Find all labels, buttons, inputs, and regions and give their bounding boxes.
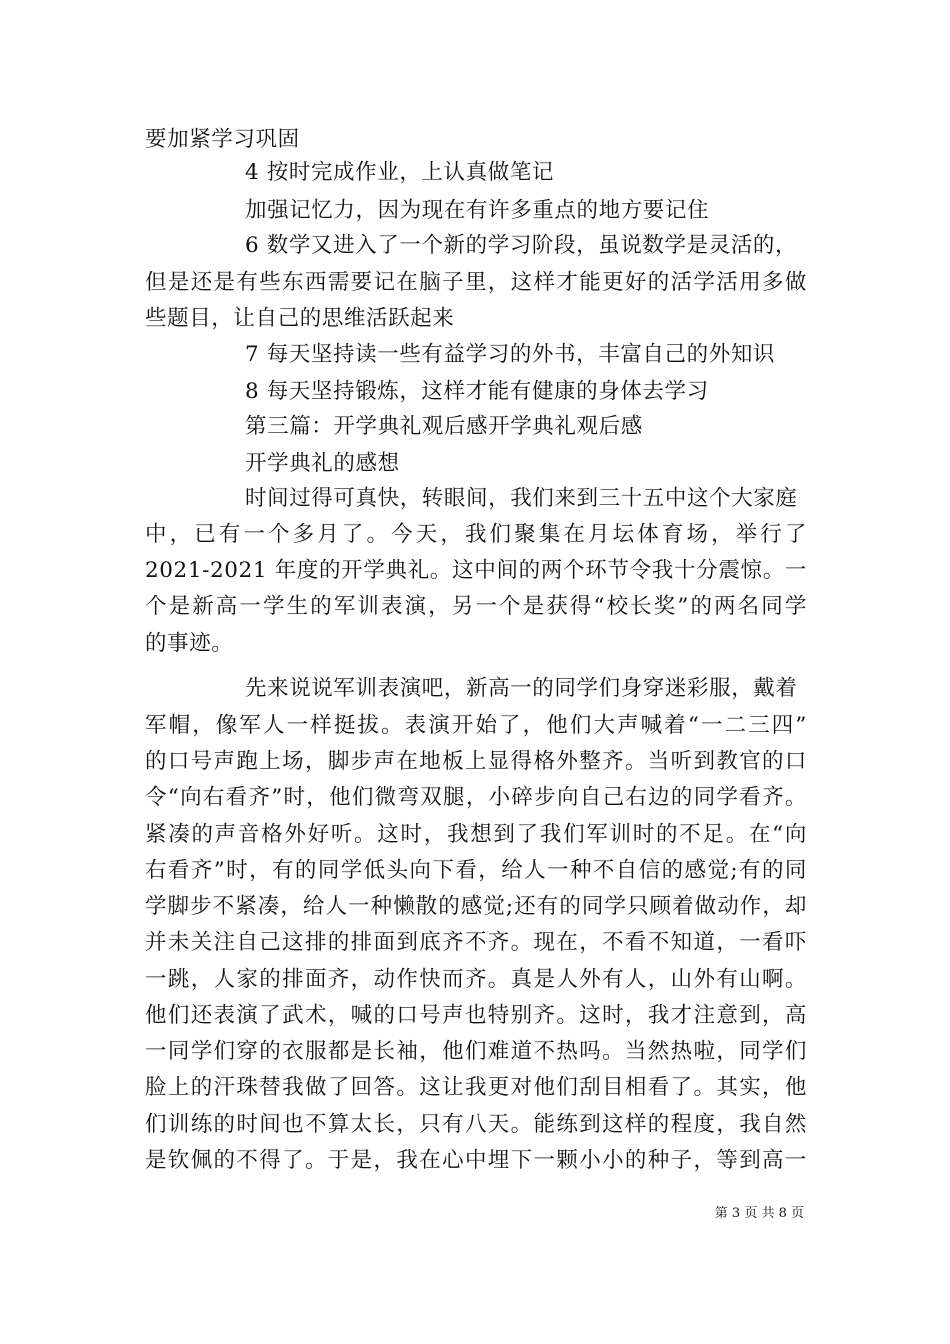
text-line: 8 每天坚持锻炼，这样才能有健康的身体去学习 bbox=[245, 379, 709, 404]
text-line: 们训练的时间也不算太长，只有八天。能练到这样的程度，我自然 bbox=[145, 1112, 807, 1137]
page-number: 第 3 页 共 8 页 bbox=[714, 1206, 804, 1221]
text-line: 时间过得可真快，转眼间，我们来到三十五中这个大家庭 bbox=[245, 486, 798, 511]
text-line: 学脚步不紧凑，给人一种懒散的感觉;还有的同学只顾着做动作，却 bbox=[145, 894, 807, 919]
text-line: 7 每天坚持读一些有益学习的外书，丰富自己的外知识 bbox=[245, 342, 776, 367]
text-line: 些题目，让自己的思维活跃起来 bbox=[145, 306, 455, 331]
text-line: 的事迹。 bbox=[145, 631, 234, 656]
text-line: 加强记忆力，因为现在有许多重点的地方要记住 bbox=[245, 198, 710, 223]
text-line: 军帽，像军人一样挺拔。表演开始了，他们大声喊着“一二三四” bbox=[145, 713, 807, 738]
text-line: 中，已有一个多月了。今天，我们聚集在月坛体育场，举行了 bbox=[145, 522, 807, 547]
text-line: 脸上的汗珠替我做了回答。这让我更对他们刮目相看了。其实，他 bbox=[145, 1075, 807, 1100]
text-line: 令“向右看齐”时，他们微弯双腿，小碎步向自己右边的同学看齐。 bbox=[145, 785, 807, 810]
text-line: 的口号声跑上场，脚步声在地板上显得格外整齐。当听到教官的口 bbox=[145, 749, 807, 774]
section-heading: 第三篇：开学典礼观后感开学典礼观后感 bbox=[245, 414, 643, 439]
text-line: 他们还表演了武术，喊的口号声也特别齐。这时，我才注意到，高 bbox=[145, 1003, 807, 1028]
section-subheading: 开学典礼的感想 bbox=[245, 451, 400, 476]
text-line: 一跳，人家的排面齐，动作快而齐。真是人外有人，山外有山啊。 bbox=[145, 967, 807, 992]
text-line: 先来说说军训表演吧，新高一的同学们身穿迷彩服，戴着 bbox=[245, 676, 798, 701]
text-line: 一同学们穿的衣服都是长袖，他们难道不热吗。当然热啦，同学们 bbox=[145, 1039, 807, 1064]
text-line: 4 按时完成作业，上认真做笔记 bbox=[245, 160, 555, 185]
text-line: 并未关注自己这排的排面到底齐不齐。现在，不看不知道，一看吓 bbox=[145, 930, 807, 955]
text-line: 2021-2021 年度的开学典礼。这中间的两个环节令我十分震惊。一 bbox=[145, 558, 807, 583]
text-line: 但是还是有些东西需要记在脑子里，这样才能更好的活学活用多做 bbox=[145, 270, 807, 295]
text-line: 要加紧学习巩固 bbox=[145, 127, 300, 152]
text-line: 6 数学又进入了一个新的学习阶段，虽说数学是灵活的， bbox=[245, 233, 798, 258]
text-line: 个是新高一学生的军训表演，另一个是获得“校长奖”的两名同学 bbox=[145, 594, 807, 619]
text-line: 是钦佩的不得了。于是，我在心中埋下一颗小小的种子，等到高一 bbox=[145, 1148, 807, 1173]
text-line: 紧凑的声音格外好听。这时，我想到了我们军训时的不足。在“向 bbox=[145, 822, 807, 847]
text-line: 右看齐”时，有的同学低头向下看，给人一种不自信的感觉;有的同 bbox=[145, 858, 807, 883]
